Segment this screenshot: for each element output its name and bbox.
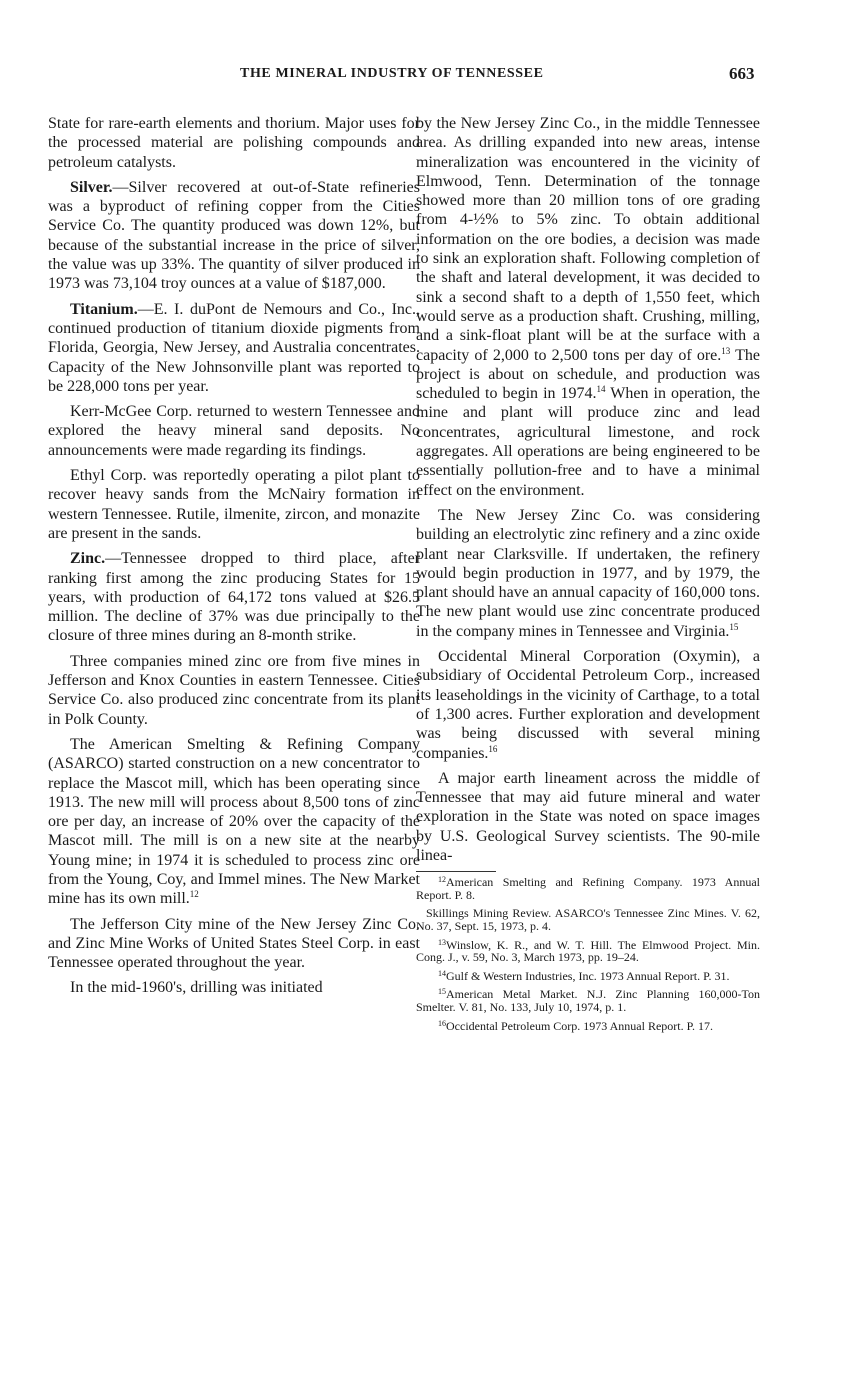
footnotes [416,876,760,1032]
refinery-text: The New Jersey Zinc Co. was considering building an electrolytic zinc refinery and a zinc oxide plant near Clarksville. If undertaken, the refinery would begin production in 1977, and by 1979, the plant should have an annual capacity of 160,000 tons. The new plant would use zinc concentrate produced in the company mines in Tennessee and Virginia. [416,506,760,640]
left-column [48,114,420,1004]
footnote-ref-13: 13 [721,345,731,356]
footnote-13: $^{13}$Winslow, K. R., and W. T. Hill. The Elmwood Project. Min. Cong. J., v. 59, No. 3, March 1973, pp. 19–24. [416,937,760,965]
section-heading-titanium: Titanium. [70,300,138,318]
paragraph-occidental [416,647,760,763]
asarco-text: The American Smelting & Refining Company (ASARCO) started construction on a new concentrator to replace the Mascot mill, which has been operating since 1913. The new mill will process about 8,500 tons of zinc ore per day, an increase of 20% over the capacity of the Mascot mill. The mill is on a new site at the nearby Young mine; in 1974 it is scheduled to process zinc ore from the Young, Coy, and Immel mines. The New Market mine has its own mill. [48,735,420,908]
footnote-12: $^{12}$American Smelting and Refining Company. 1973 Annual Report. P. 8. [416,875,760,902]
zinc-text: —Tennessee dropped to third place, after ranking first among the zinc producing States for 15 years, with production of 64,172 tons valued at $26.5 million. The decline of 37% was due principally to the closure of three mines during an 8-month strike. [48,550,420,645]
right-column [416,114,760,1038]
paragraph-elmwood [416,114,760,500]
footnote-ref-14: 14 [596,384,606,395]
footnote-ref-15: 15 [729,621,739,632]
footnote-16: $^{16}$Occidental Petroleum Corp. 1973 Annual Report. P. 17. [438,1018,713,1033]
paragraph-mid-1960s: In the mid-1960's, drilling was initiated [70,979,323,997]
paragraph-titanium [48,300,420,396]
footnote-ref-16: 16 [488,743,498,754]
paragraph-silver [48,178,420,294]
paragraph-ethyl: Ethyl Corp. was reportedly operating a pilot plant to recover heavy sands from the McNairy formation in western Tennessee. Rutile, ilmenite, zircon, and monazite are present in the sands. [48,467,420,542]
running-header-title: THE MINERAL INDUSTRY OF TENNESSEE [240,66,544,81]
footnote-15: $^{15}$American Metal Market. N.J. Zinc Planning 160,000-Ton Smelter. V. 81, No. 133, July 10, 1974, p. 1. [416,987,760,1015]
paragraph-rare-earth: State for rare-earth elements and thorium. Major uses for the processed material are polishing compounds and petroleum catalysts. [48,115,420,171]
occidental-text: Occidental Mineral Corporation (Oxymin), a subsidiary of Occidental Petroleum Corp., increased its leaseholdings in the vicinity of Carthage, to a total of 1,300 acres. Further exploration and development was being discussed with several mining companies. [416,648,760,762]
page-number: 663 [729,64,755,83]
paragraph-three-companies: Three companies mined zinc ore from five mines in Jefferson and Knox Counties in eastern Tennessee. Cities Service Co. also produced zinc concentrate from its plant in Polk County. [48,652,420,728]
paragraph-jefferson-city: The Jefferson City mine of the New Jersey Zinc Co. and Zinc Mine Works of United States Steel Corp. in east Tennessee operated throughout the year. [48,915,420,972]
paragraph-zinc-refinery [416,506,760,641]
silver-text: —Silver recovered at out-of-State refineries was a byproduct of refining copper from the Cities Service Co. The quantity produced was down 12%, but because of the substantial increase in the price of silver, the value was up 33%. The quantity of silver produced in 1973 was 73,104 troy ounces at a value of $187,000. [48,178,420,293]
paragraph-asarco [48,735,420,909]
elmwood-text-c: When in operation, the mine and plant will produce zinc and lead concentrates, agricultural limestone, and rock aggregates. All operations are being engineered to be essentially pollution-free and to have a minimal effect on the environment. [416,385,760,499]
elmwood-text-a: by the New Jersey Zinc Co., in the middle Tennessee area. As drilling expanded into new areas, intense mineralization was encountered in the vicinity of Elmwood, Tenn. Determination of the tonnage showed more than 20 million tons of ore grading from 4-½% to 5% zinc. To obtain additional information on the ore bodies, a decision was made to sink an exploration shaft. Following completion of the shaft and lateral development, it was decided to sink a second shaft to a depth of 1,550 feet, which would serve as a production shaft. Crushing, milling, and a sink-float plant will be at the surface with a capacity of 2,000 to 2,500 tons per day of ore. [416,115,760,364]
section-heading-zinc: Zinc. [70,550,106,568]
paragraph-lineament: A major earth lineament across the middle of Tennessee that may aid future mineral and water exploration in the State was noted on space images by U.S. Geological Survey scientists. The 90-mile linea- [416,769,760,864]
footnote-divider [416,871,496,872]
elmwood-text-b: The project is about on schedule, and production was scheduled to begin in 1974. [416,346,761,403]
paragraph-zinc [48,549,420,645]
footnote-12-continued: Skillings Mining Review. ASARCO's Tennessee Zinc Mines. V. 62, No. 37, Sept. 15, 1973, p. 4. [416,906,760,934]
section-heading-silver: Silver. [70,178,113,196]
titanium-text: —E. I. duPont de Nemours and Co., Inc., continued production of titanium dioxide pigments from Florida, Georgia, New Jersey, and Australia concentrates. Capacity of the New Johnsonville plant was reported to be 228,000 tons per year. [48,300,420,395]
paragraph-kerr-mcgee: Kerr-McGee Corp. returned to western Tennessee and explored the heavy mineral sand deposits. No announcements were made regarding its findings. [48,403,420,459]
footnote-ref-12: 12 [189,889,199,900]
footnote-14: $^{14}$Gulf & Western Industries, Inc. 1973 Annual Report. P. 31. [438,968,730,983]
